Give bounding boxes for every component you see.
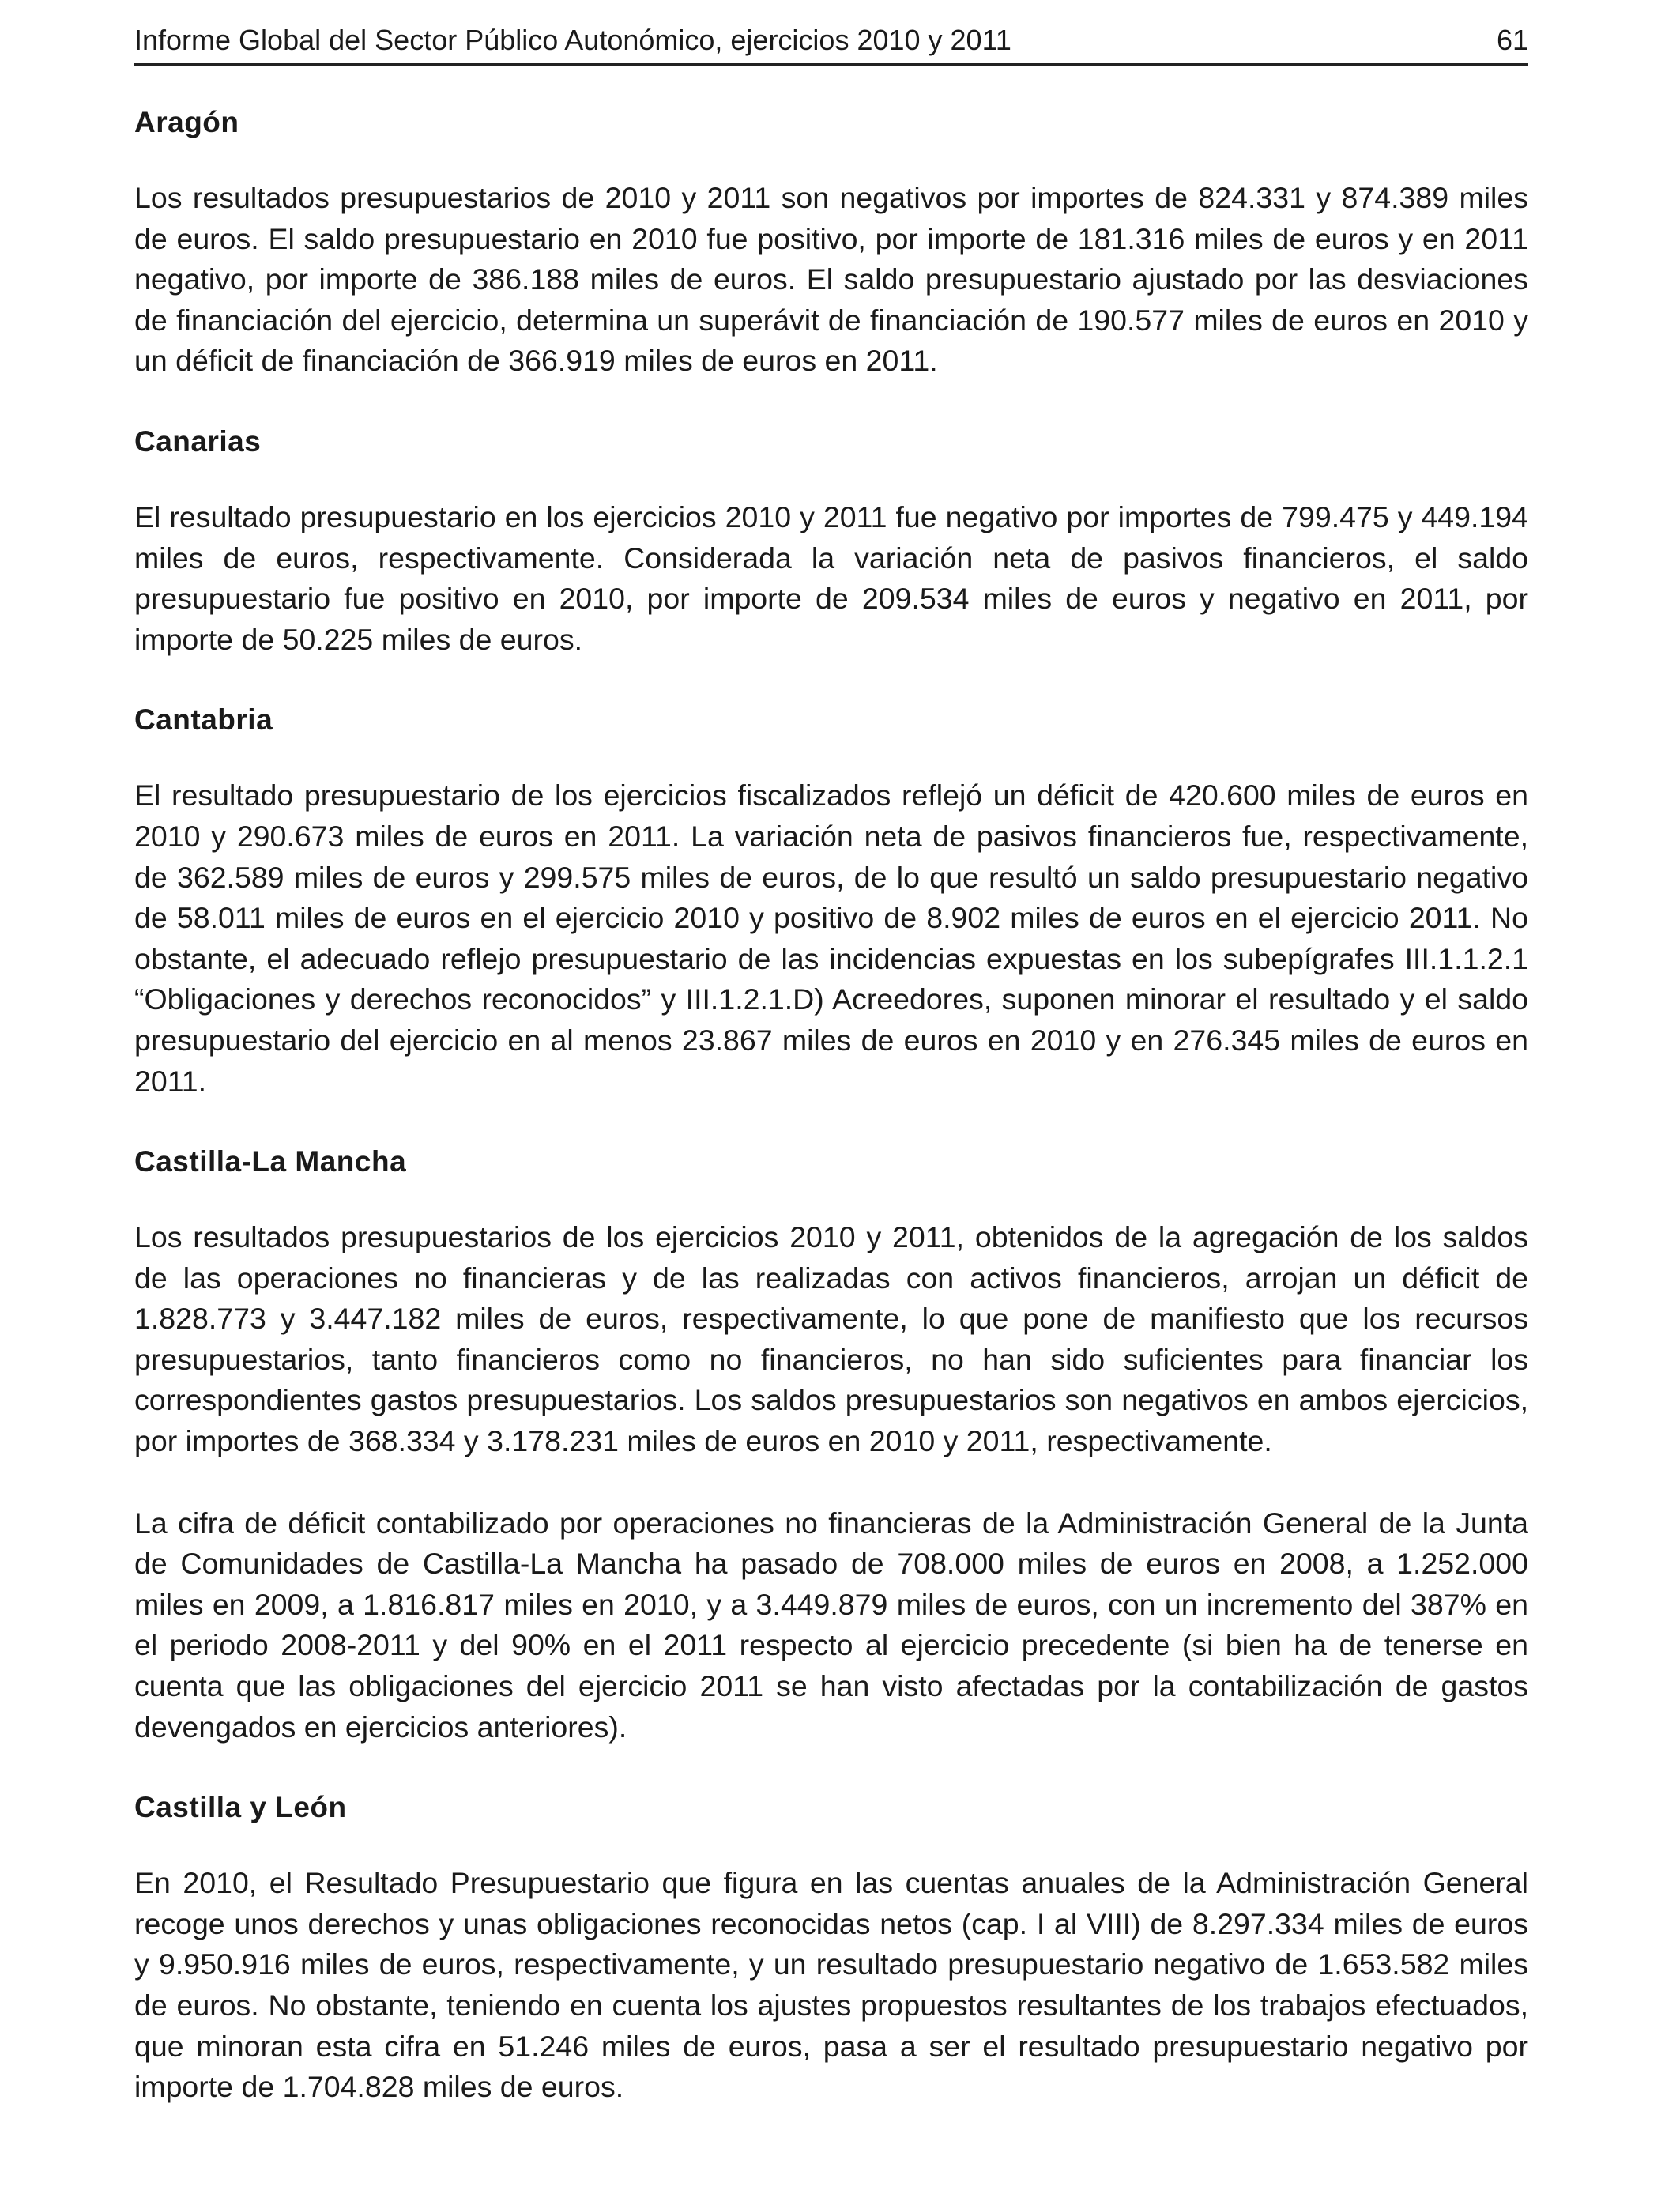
section-castilla-la-mancha bbox=[134, 1143, 1528, 1747]
body-paragraph: La cifra de déficit contabilizado por operaciones no financieras de la Administración General de la Junta de Comunidades de Castilla-La Mancha ha pasado de 708.000 miles de euros en 2008, a 1.252.000 miles en 2009, a 1.816.817 miles en 2010, y a 3.449.879 miles de euros, con un incremento del 387% en el periodo 2008-2011 y del 90% en el 2011 respecto al ejercicio precedente (si bien ha de tenerse en cuenta que las obligaciones del ejercicio 2011 se han visto afectadas por la contabilización de gastos devengados en ejercicios anteriores). bbox=[134, 1506, 1528, 1744]
body-paragraph: El resultado presupuestario de los ejercicios fiscalizados reflejó un déficit de 420.600 miles de euros en 2010 y 290.673 miles de euros en 2011. La variación neta de pasivos financieros fue, respectivamente, de 362.589 miles de euros y 299.575 miles de euros, de lo que resultó un saldo presupuestario negativo de 58.011 miles de euros en el ejercicio 2010 y positivo de 8.902 miles de euros en el ejercicio 2011. No obstante, el adecuado reflejo presupuestario de las incidencias expuestas en los subepígrafes III.1.1.2.1 “Obligaciones y derechos reconocidos” y III.1.2.1.D) Acreedores, suponen minorar el resultado y el saldo presupuestario del ejercicio en al menos 23.867 miles de euros en 2010 y en 276.345 miles de euros en 2011. bbox=[134, 778, 1528, 1098]
document-page bbox=[134, 22, 1528, 2149]
section-cantabria bbox=[134, 701, 1528, 1102]
section-heading: Cantabria bbox=[134, 703, 273, 737]
section-heading: Castilla y León bbox=[134, 1791, 347, 1824]
body-paragraph: El resultado presupuestario en los ejercicios 2010 y 2011 fue negativo por importes de 799.475 y 449.194 miles de euros, respectivamente. Considerada la variación neta de pasivos financieros, el saldo presupuestario fue positivo en 2010, por importe de 209.534 miles de euros y negativo en 2011, por importe de 50.225 miles de euros. bbox=[134, 499, 1528, 656]
running-header bbox=[134, 22, 1528, 66]
section-heading: Aragón bbox=[134, 106, 239, 138]
section-heading: Canarias bbox=[134, 424, 262, 458]
section-heading: Castilla-La Mancha bbox=[134, 1145, 407, 1178]
section-aragon bbox=[134, 104, 1528, 382]
body-paragraph: Los resultados presupuestarios de los ejercicios 2010 y 2011, obtenidos de la agregación de los saldos de las operaciones no financieras y de las realizadas con activos financieros, arrojan un déficit de 1.828.773 y 3.447.182 miles de euros, respectivamente, lo que pone de manifiesto que los recursos presupuestarios, tanto financieros como no financieros, no han sido suficientes para financiar los correspondientes gastos presupuestarios. Los saldos presupuestarios son negativos en ambos ejercicios, por importes de 368.334 y 3.178.231 miles de euros en 2010 y 2011, respectivamente. bbox=[134, 1220, 1528, 1458]
page-number: 61 bbox=[1496, 24, 1528, 56]
section-castilla-y-leon bbox=[134, 1789, 1528, 2108]
report-title: Informe Global del Sector Público Autonómico, ejercicios 2010 y 2011 bbox=[134, 24, 1011, 56]
section-canarias bbox=[134, 423, 1528, 660]
document-body bbox=[134, 104, 1528, 2108]
body-paragraph: En 2010, el Resultado Presupuestario que figura en las cuentas anuales de la Administración General recoge unos derechos y unas obligaciones reconocidas netos (cap. I al VIII) de 8.297.334 miles de euros y 9.950.916 miles de euros, respectivamente, y un resultado presupuestario negativo de 1.653.582 miles de euros. No obstante, teniendo en cuenta los ajustes propuestos resultantes de los trabajos efectuados, que minoran esta cifra en 51.246 miles de euros, pasa a ser el resultado presupuestario negativo por importe de 1.704.828 miles de euros. bbox=[134, 1866, 1528, 2104]
body-paragraph: Los resultados presupuestarios de 2010 y 2011 son negativos por importes de 824.331 y 874.389 miles de euros. El saldo presupuestario en 2010 fue positivo, por importe de 181.316 miles de euros y en 2011 negativo, por importe de 386.188 miles de euros. El saldo presupuestario ajustado por las desviaciones de financiación del ejercicio, determina un superávit de financiación de 190.577 miles de euros en 2010 y un déficit de financiación de 366.919 miles de euros en 2011. bbox=[134, 181, 1528, 378]
